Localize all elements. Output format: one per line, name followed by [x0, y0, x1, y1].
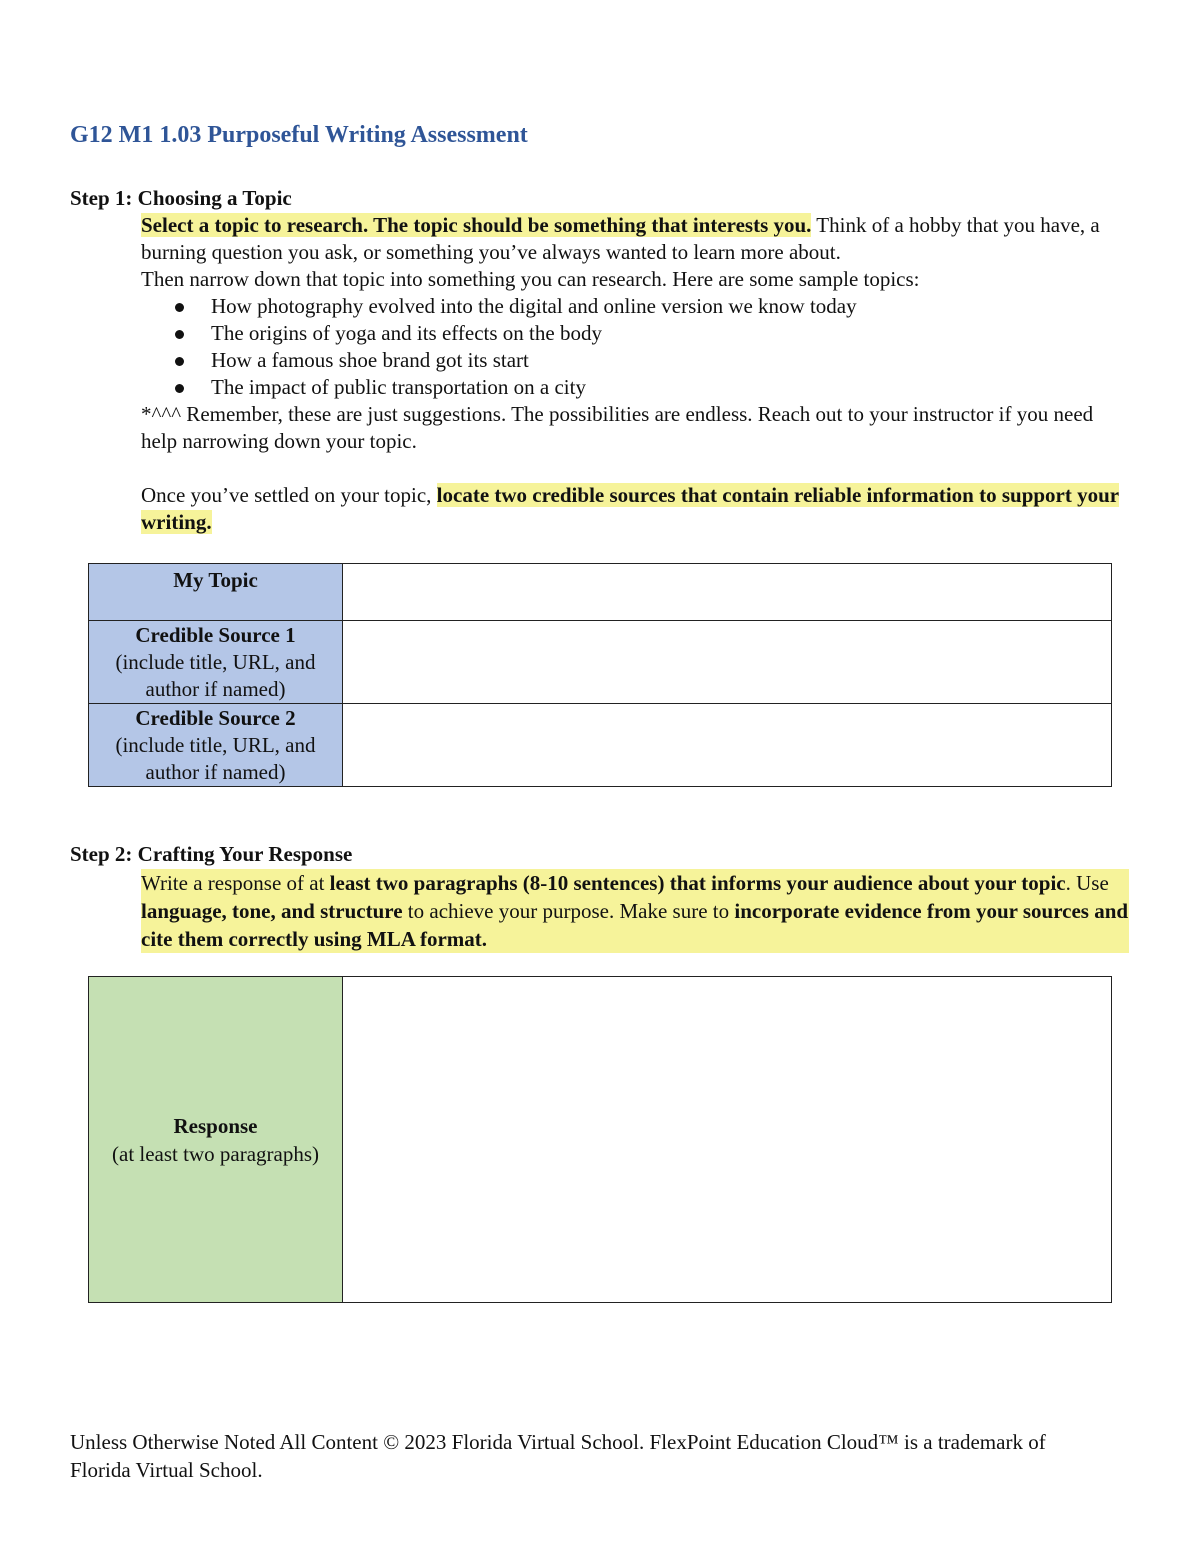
source2-field[interactable] — [343, 704, 1112, 787]
source2-label-cell — [89, 704, 343, 787]
list-item: The origins of yoga and its effects on the body — [141, 320, 1131, 347]
step2-instructions — [141, 869, 1129, 953]
step1-intro-rest: Think of a hobby that you have, a burning question you ask, or something you’ve always wanted to learn more about. — [141, 213, 1100, 264]
list-item: The impact of public transportation on a city — [141, 374, 1131, 401]
step1-instructions — [141, 212, 1131, 536]
page-title: G12 M1 1.03 Purposeful Writing Assessment — [70, 122, 528, 148]
step1-sources-instruction — [141, 482, 1131, 536]
step2-text-3: to achieve your purpose. Make sure to — [402, 899, 735, 923]
step2-text-1: Write a response of at — [141, 871, 330, 895]
topic-sources-table — [88, 563, 1112, 787]
step1-heading: Step 1: Choosing a Topic — [70, 186, 292, 210]
list-item: How a famous shoe brand got its start — [141, 347, 1131, 374]
source1-field[interactable] — [343, 621, 1112, 704]
my-topic-label-cell — [89, 564, 343, 621]
table-row — [89, 977, 1112, 1303]
sample-topics-list — [141, 293, 1131, 401]
table-row — [89, 704, 1112, 787]
source2-hint: (include title, URL, and author if named) — [115, 733, 316, 784]
step1-once-text: Once you’ve settled on your topic, — [141, 483, 437, 507]
table-row — [89, 564, 1112, 621]
my-topic-field[interactable] — [343, 564, 1112, 621]
step2-bold-2: language, tone, and structure — [141, 899, 403, 923]
response-table — [88, 976, 1112, 1303]
step2-bold-3: incorporate evidence from your sources and cite them correctly using MLA format. — [141, 899, 1129, 951]
response-label-cell — [89, 977, 343, 1303]
table-row — [89, 621, 1112, 704]
source2-label: Credible Source 2 — [135, 706, 296, 730]
my-topic-label: My Topic — [173, 568, 258, 592]
step1-intro-highlight: Select a topic to research. The topic should be something that interests you. — [141, 213, 812, 237]
response-label: Response — [173, 1113, 258, 1138]
step2-text-2: . Use — [1065, 871, 1109, 895]
step1-intro — [141, 212, 1131, 266]
response-hint: (at least two paragraphs) — [112, 1141, 319, 1166]
source1-label: Credible Source 1 — [135, 623, 296, 647]
step2-heading: Step 2: Crafting Your Response — [70, 842, 353, 866]
step1-narrow: Then narrow down that topic into something you can research. Here are some sample topics: — [141, 267, 920, 291]
list-item: How photography evolved into the digital and online version we know today — [141, 293, 1131, 320]
copyright-footer: Unless Otherwise Noted All Content © 2023 Florida Virtual School. FlexPoint Education Cloud™ is a trademark of Florida Virtual School. — [70, 1430, 1046, 1482]
step1-remember: *^^^ Remember, these are just suggestions. The possibilities are endless. Reach out to your instructor if you need help narrowing down your topic. — [141, 402, 1094, 453]
source1-label-cell — [89, 621, 343, 704]
step1-once-highlight: locate two credible sources that contain reliable information to support your writing. — [141, 483, 1120, 534]
step2-bold-1: least two paragraphs (8-10 sentences) that informs your audience about your topic — [329, 871, 1066, 895]
response-field[interactable] — [343, 977, 1112, 1303]
source1-hint: (include title, URL, and author if named) — [115, 650, 316, 701]
